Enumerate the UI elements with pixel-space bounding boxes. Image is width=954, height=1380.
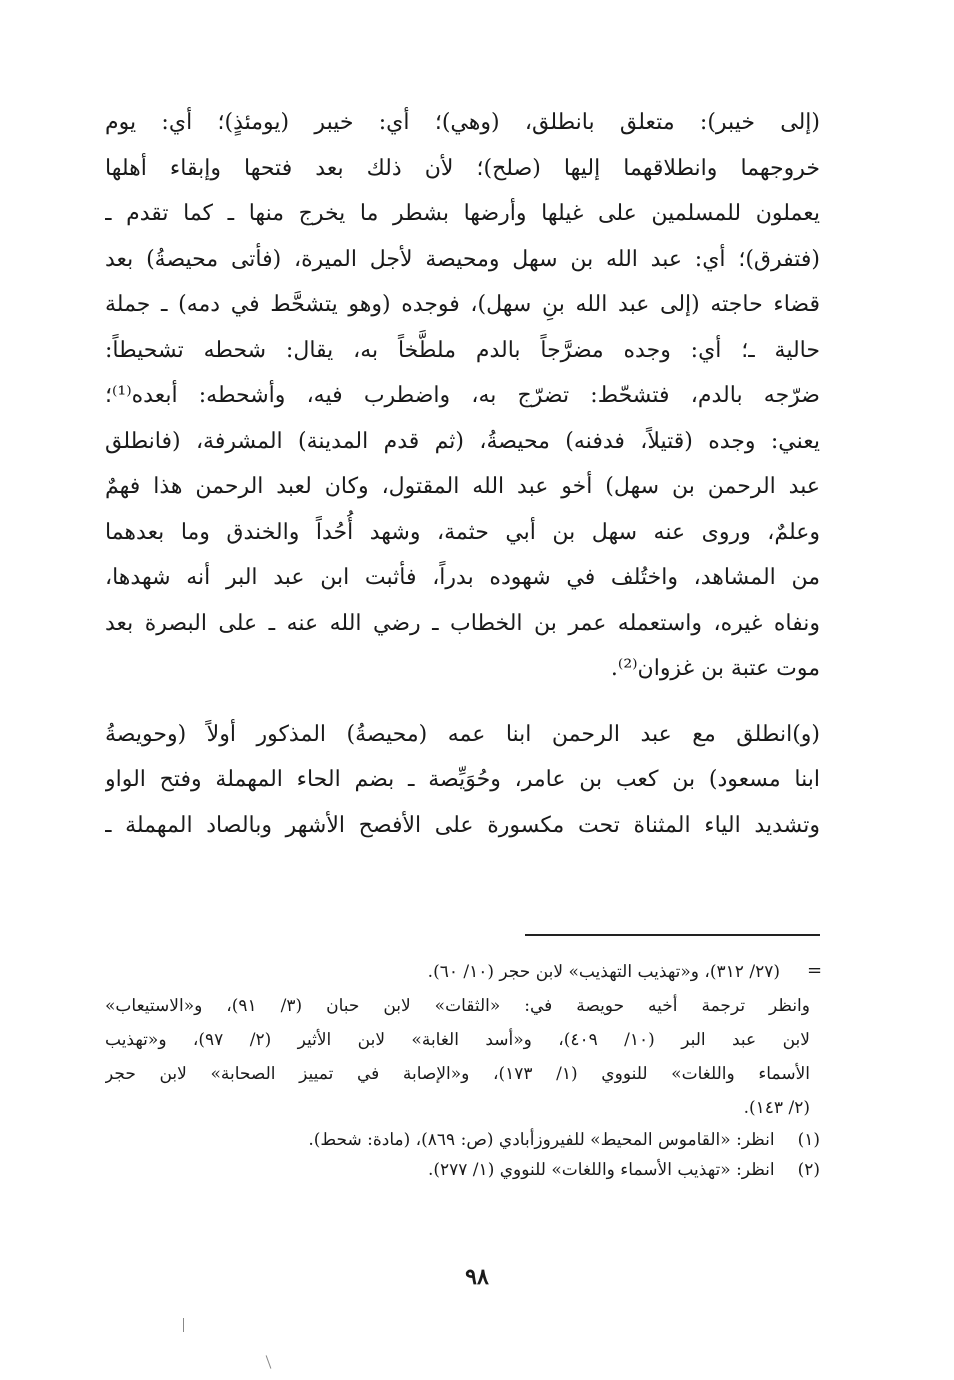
text-line: (و)انطلق مع عبد الرحمن ابنا عمه (محيصةُ) المذكور أولاً (وحويصةُ (105, 721, 820, 747)
footnote-number: (١) (797, 1130, 820, 1150)
text-line: خروجهما وانطلاقهما إليها (صلح)؛ لأن ذلك بعد فتحها وإبقاء أهلها (105, 155, 820, 181)
scan-mark (183, 1318, 184, 1332)
footnote-text: انظر: «تهذيب الأسماء واللغات» للنووي (١/ ٢٧٧). (427, 1160, 775, 1180)
footnote-line: الأسماء واللغات» للنووي (١/ ١٧٣)، و«الإصابة في تمييز الصحابة» لابن حجر (105, 1064, 810, 1084)
footnote-line: (٢/ ١٤٣). (743, 1098, 810, 1118)
text-line: يعملون للمسلمين على غيلها وأرضها بشطر ما يخرج منها ـ كما تقدم ـ (105, 201, 820, 226)
footnote-1 (105, 1125, 820, 1155)
text-line: وعلمٌ، وروى عنه سهل بن أبي حثمة، وشهد أُحُداً والخندق وما بعدهما (105, 519, 820, 545)
text-line: وتشديد الياء المثناة تحت مكسورة على الأفصح الأشهر وبالصاد المهملة ـ (105, 812, 820, 838)
scan-mark (266, 1355, 272, 1368)
footnote-text: انظر: «القاموس المحيط» للفيروزأبادي (ص: ٨٦٩)، (مادة: شحط). (308, 1130, 775, 1150)
footnote-line: لابن عبد البر (١٠/ ٤٠٩)، و«أسد الغابة» لابن الأثير (٢/ ٩٧)، و«تهذيب (105, 1030, 810, 1050)
text-line: ضرّجه بالدم، فتشحّط: تضرّج به، واضطرب فيه، وأشحطه: أبعده⁽¹⁾؛ (105, 383, 820, 408)
text-line: (إلى خيبر): متعلق بانطلق، (وهي)؛ أي: خيبر (يومئذٍ)؛ أي: يوم (105, 110, 820, 135)
footnote-continuation-marker: = (807, 960, 823, 981)
text-line: موت عتبة بن غزوان⁽²⁾. (610, 656, 820, 681)
text-line: (فتفرق)؛ أي: عبد الله بن سهل ومحيصة لأجل الميرة، (فأتى محيصةُ) بعد (105, 246, 820, 272)
text-line: قضاء حاجته (إلى عبد الله بنِ سهل)، فوجده (وهو يتشحَّط في دمه) ـ جملة (105, 292, 820, 317)
footnotes (105, 955, 823, 1185)
text-line: ابنا مسعود) بن كعب بن عامر، وحُوَيِّصة ـ بضم الحاء المهملة وفتح الواو (105, 767, 820, 792)
footnote-line: وانظر ترجمة أخيه حويصة في: «الثقات» لابن حبان (٣/ ٩١)، و«الاستيعاب» (105, 996, 810, 1016)
text-line: ونفاه غيره، واستعمله عمر بن الخطاب ـ رضي الله عنه ـ على البصرة بعد (105, 610, 820, 636)
footnote-separator (525, 934, 820, 936)
footnote-block (105, 989, 820, 1125)
paragraph-2 (105, 712, 820, 849)
paragraph-1 (105, 100, 820, 692)
footnote-number: (٢) (797, 1160, 820, 1180)
footnote-continuation: (٢٧/ ٣١٢)، و«تهذيب التهذيب» لابن حجر (١٠/ ٦٠). (427, 962, 780, 982)
text-line: عبد الرحمن بن سهل) أخو عبد الله المقتول، وكان لعبد الرحمن هذا فهمٌ (105, 474, 820, 499)
main-text (105, 100, 820, 848)
text-line: يعني: وجده (قتيلاً، فدفنه) محيصةُ، (ثم قدم المدينة) المشرفة، (فانطلق (105, 428, 820, 454)
text-line: حالية ـ؛ أي: وجده مضرَّجاً بالدم ملطَّخاً به، يقال: شحطه تشحيطاً: (105, 337, 820, 363)
footnote-2 (105, 1155, 820, 1185)
page-number: ٩٨ (465, 1264, 489, 1290)
text-line: من المشاهد، واختُلف في شهوده بدراً، فأثبت ابن عبد البر أنه شهدها، (105, 565, 820, 590)
